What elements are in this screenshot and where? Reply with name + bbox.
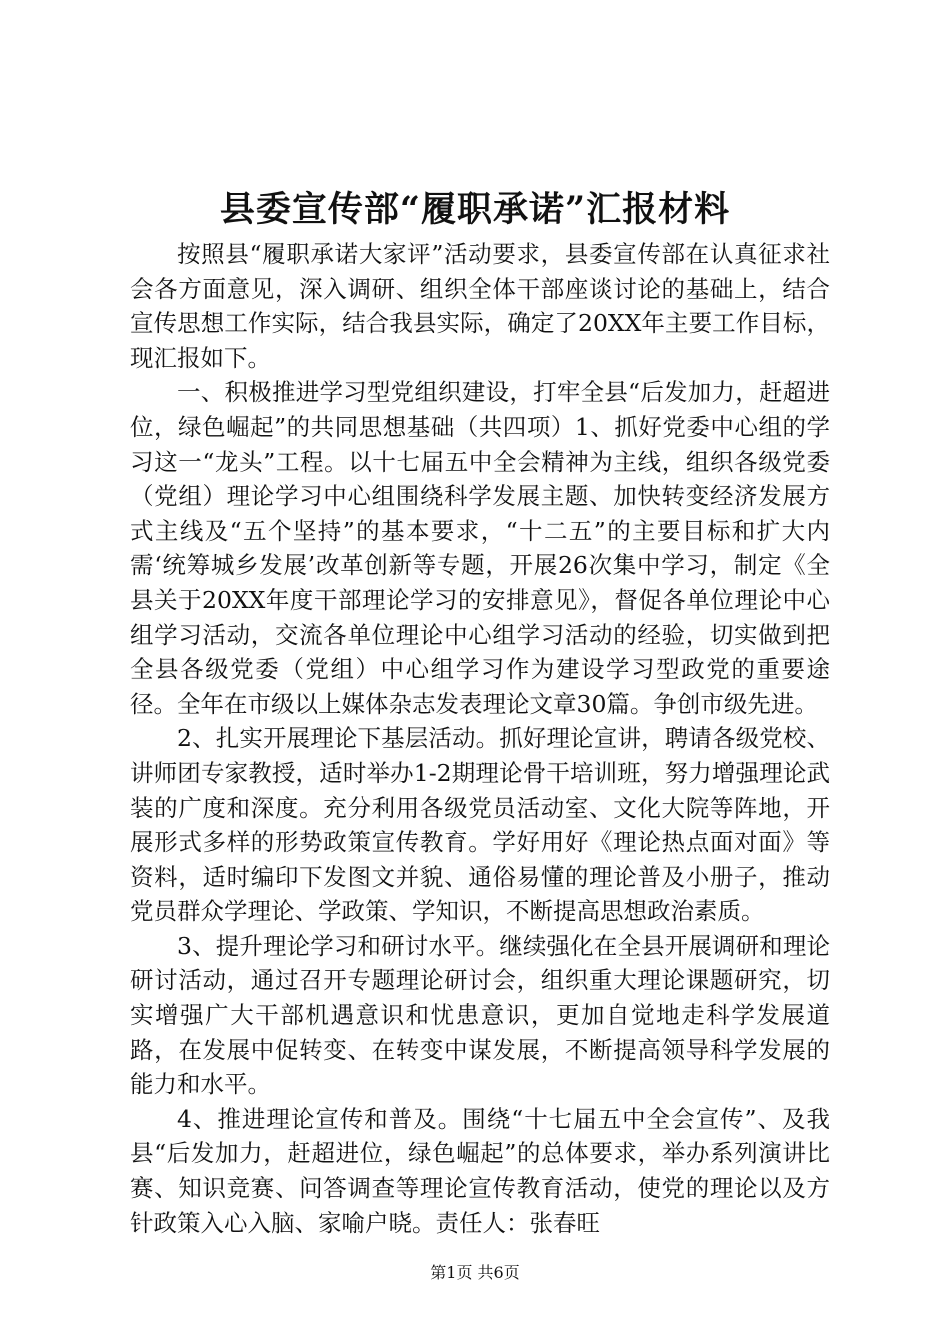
paragraph-item-3: 3、提升理论学习和研讨水平。继续强化在全县开展调研和理论研讨活动，通过召开专题理论研讨会，组织重大理论课题研究，切实增强广大干部机遇意识和忧患意识，更加自觉地走科学发展道路，在发展中促转变、在转变中谋发展，不断提高领导科学发展的能力和水平。 — [130, 931, 830, 1099]
paragraph-item-4: 4、推进理论宣传和普及。围绕“十七届五中全会宣传”、及我县“后发加力，赶超进位，绿色崛起”的总体要求，举办系列演讲比赛、知识竞赛、问答调查等理论宣传教育活动，使党的理论以及方针政策入心入脑、家喻户晓。责任人：张春旺 — [130, 1104, 830, 1237]
document-body — [130, 237, 830, 1240]
document-title: 县委宣传部“履职承诺”汇报材料 — [219, 189, 731, 230]
paragraph-intro: 按照县“履职承诺大家评”活动要求，县委宣传部在认真征求社会各方面意见，深入调研、组织全体干部座谈讨论的基础上，结合宣传思想工作实际，结合我县实际，确定了20XX年主要工作目标，现汇报如下。 — [130, 240, 830, 372]
page-footer: 第1页 共6页 — [430, 1263, 520, 1282]
paragraph-item-2: 2、扎实开展理论下基层活动。抓好理论宣讲，聘请各级党校、讲师团专家教授，适时举办1-2期理论骨干培训班，努力增强理论武装的广度和深度。充分利用各级党员活动室、文化大院等阵地，开展形式多样的形势政策宣传教育。学好用好《理论热点面对面》等资料，适时编印下发图文并貌、通俗易懂的理论普及小册子，推动党员群众学理论、学政策、学知识，不断提高思想政治素质。 — [130, 724, 830, 926]
paragraph-section-1: 一、积极推进学习型党组织建设，打牢全县“后发加力，赶超进位，绿色崛起”的共同思想基础（共四项）1、抓好党委中心组的学习这一“龙头”工程。以十七届五中全会精神为主线，组织各级党委（党组）理论学习中心组围绕科学发展主题、加快转变经济发展方式主线及“五个坚持”的基本要求，“十二五”的主要目标和扩大内需‘统筹城乡发展’改革创新等专题，开展26次集中学习，制定《全县关于20XX年度干部理论学习的安排意见》，督促各单位理论中心组学习活动，交流各单位理论中心组学习活动的经验，切实做到把全县各级党委（党组）中心组学习作为建设学习型政党的重要途径。全年在市级以上媒体杂志发表理论文章30篇。争创市级先进。 — [130, 378, 830, 718]
